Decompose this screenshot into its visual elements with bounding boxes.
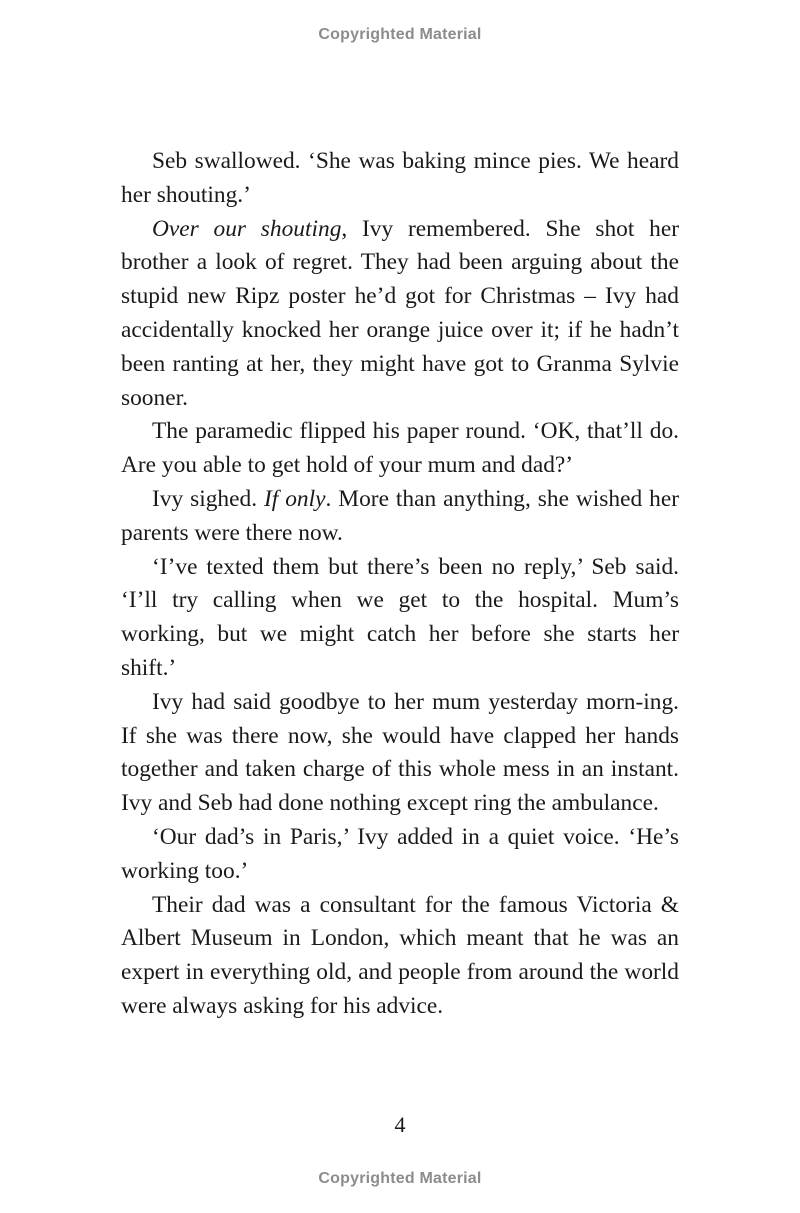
copyright-watermark-bottom: Copyrighted Material (318, 1170, 482, 1187)
paragraph-2-text: , Ivy remembered. She shot her brother a look of regret. They had been arguing about the stupid new Ripz poster he’d got for Christmas – Ivy had accidentally knocked her orange juice over it; if he hadn’t been ranting at her, they might have got to Granma Sylvie sooner. (121, 215, 679, 411)
paragraph-8: Their dad was a consultant for the famous Victoria & Albert Museum in London, which meant that he was an expert in everything old, and people from around the world were always asking for his advice. (121, 891, 679, 1019)
paragraph-2 (121, 213, 679, 416)
paragraph-4-text: . More than anything, she wished her parents were there now. (121, 485, 679, 546)
paragraph-1: Seb swallowed. ‘She was baking mince pies. We heard her shouting.’ (121, 148, 679, 208)
paragraph-4 (121, 483, 679, 551)
page-body-text (121, 145, 679, 1024)
paragraph-4-italic: If only (264, 485, 326, 512)
copyright-watermark-top: Copyrighted Material (318, 26, 482, 43)
paragraph-5: ‘I’ve texted them but there’s been no reply,’ Seb said. ‘I’ll try calling when we get to the hospital. Mum’s working, but we might catch her before she starts her shift.’ (121, 553, 679, 681)
paragraph-4-lead: Ivy sighed. (152, 485, 264, 512)
paragraph-2-italic: Over our shouting (152, 215, 342, 242)
paragraph-6: Ivy had said goodbye to her mum yesterday morn-ing. If she was there now, she would have clapped her hands together and taken charge of this whole mess in an instant. Ivy and Seb had done nothing except ring the ambulance. (121, 688, 679, 817)
paragraph-7: ‘Our dad’s in Paris,’ Ivy added in a quiet voice. ‘He’s working too.’ (121, 823, 679, 884)
page-number: 4 (394, 1112, 406, 1137)
paragraph-3: The paramedic flipped his paper round. ‘OK, that’ll do. Are you able to get hold of your mum and dad?’ (121, 418, 679, 479)
